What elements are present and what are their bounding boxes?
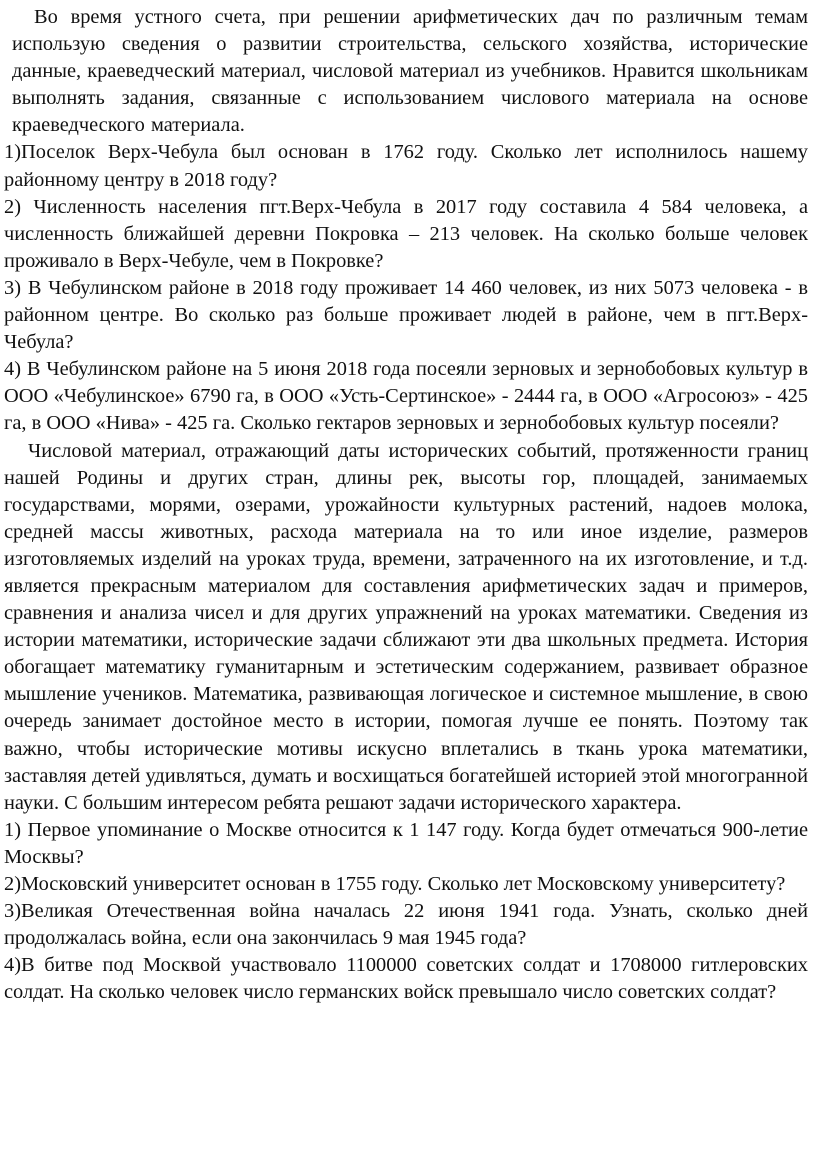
history-task-3: 3)Великая Отечественная война началась 22 июня 1941 года. Узнать, сколько дней продолжалась война, если она закончилась 9 мая 1945 года? — [4, 900, 808, 950]
local-task-1: 1)Поселок Верх-Чебула был основан в 1762 году. Сколько лет исполнилось нашему районному центру в 2018 году? — [4, 141, 808, 191]
main-paragraph: Числовой материал, отражающий даты исторических событий, протяженности границ нашей Родины и других стран, длины рек, высоты гор, площадей, занимаемых государствами, морями, озерами, урожайности культурных растений, надоев молока, средней массы животных, расхода материала на то или иное изделие, размеров изготовляемых изделий на уроках труда, времени, затраченного на их изготовление, и т.д. является прекрасным материалом для составления арифметических задач и примеров, сравнения и анализа чисел и для других упражнений на уроках математики. Сведения из истории математики, исторические задачи сближают эти два школьных предмета. История обогащает математику гуманитарным и эстетическим содержанием, развивает образное мышление учеников. Математика, развивающая логическое и системное мышление, в свою очередь занимает достойное место в истории, помогая лучше ее понять. Поэтому так важно, чтобы исторические мотивы искусно вплетались в ткань урока математики, заставляя детей удивляться, думать и восхищаться богатейшей историей этой многогранной науки. С большим интересом ребята решают задачи исторического характера. — [4, 439, 808, 814]
history-task-4: 4)В битве под Москвой участвовало 1100000 советских солдат и 1708000 гитлеровских солдат. На сколько человек число германских войск превышало число советских солдат? — [4, 954, 808, 1004]
history-task-1: 1) Первое упоминание о Москве относится к 1 147 году. Когда будет отмечаться 900-летие Москвы? — [4, 818, 808, 868]
history-task-2: 2)Московский университет основан в 1755 году. Сколько лет Московскому университету? — [4, 873, 786, 895]
local-task-4: 4) В Чебулинском районе на 5 июня 2018 года посеяли зерновых и зернобобовых культур в ООО «Чебулинское» 6790 га, в ООО «Усть-Сертинское» - 2444 га, в ООО «Агросоюз» - 425 га, в ООО «Нива» - 425 га. Сколько гектаров зерновых и зернобобовых культур посеяли? — [4, 358, 808, 435]
history-tasks-list — [4, 817, 808, 1007]
local-task-3: 3) В Чебулинском районе в 2018 году проживает 14 460 человек, из них 5073 человека - в районном центре. Во сколько раз больше проживает людей в районе, чем в пгт.Верх-Чебула? — [4, 276, 808, 354]
intro-paragraph: Во время устного счета, при решении арифметических дач по различным темам использую сведения о развитии строительства, сельского хозяйства, исторические данные, краеведческий материал, числовой материал из учебников. Нравится школьникам выполнять задания, связанные с использованием числового материала на основе краеведческого материала. — [12, 6, 808, 137]
local-task-2: 2) Численность населения пгт.Верх-Чебула в 2017 году составила 4 584 человека, а численность ближайшей деревни Покровка – 213 человек. На сколько больше человек проживало в Верх-Чебуле, чем в Покровке? — [4, 195, 808, 272]
local-tasks-list — [4, 139, 808, 437]
